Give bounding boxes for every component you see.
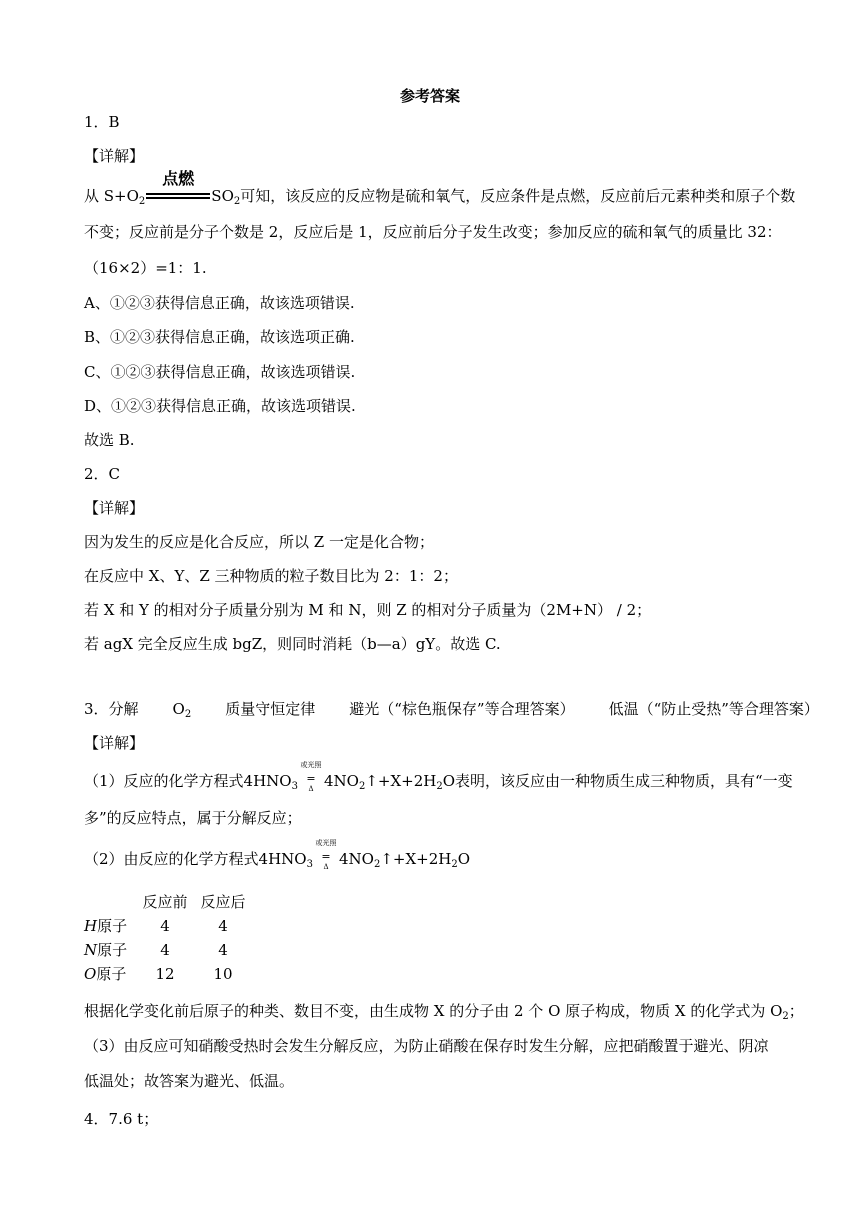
q1-answer: 1．B	[84, 113, 120, 131]
header-after: 反应后	[200, 893, 246, 911]
q2-line4: 若 agX 完全反应生成 bgZ，则同时消耗（b—a）gY。故选 C.	[84, 635, 501, 653]
page-title: 参考答案	[399, 87, 460, 105]
so2-subscript: 2	[233, 196, 241, 207]
q1-option-a: A、①②③获得信息正确，故该选项错误.	[84, 294, 355, 312]
q3-paragraph3-line1: （3）由反应可知硝酸受热时会发生分解反应，为防止硝酸在保存时发生分解，应把硝酸置于避光、阴凉	[84, 1037, 769, 1055]
q2-line1: 因为发生的反应是化合反应，所以 Z 一定是化合物；	[84, 533, 434, 551]
q2-answer: 2．C	[84, 465, 121, 483]
q3-answers	[84, 699, 819, 719]
q2-line2: 在反应中 X、Y、Z 三种物质的粒子数目比为 2：1：2；	[84, 567, 458, 585]
q4-answer: 4．7.6 t；	[84, 1110, 159, 1128]
q3-answer-1: 3．分解	[84, 700, 139, 718]
q3-paragraph1-line1: （1）反应的化学方程式$4HNO_3$ 或光照 = Δ $4NO_2↑+X+2H_2O$表明，该反应由一种物质生成三种物质，具有“一变	[84, 761, 793, 793]
q1-line3: （16×2）=1：1.	[84, 259, 207, 277]
q3-paragraph3-line2: 低温处；故答案为避光、低温。	[84, 1072, 295, 1090]
q2-line3: 若 X 和 Y 的相对分子质量分别为 M 和 N，则 Z 的相对分子质量为（2M+N） / 2；	[84, 601, 652, 619]
q1-line2: 不变；反应前是分子个数是 2，反应后是 1，反应前后分子发生改变；参加反应的硫和氧气的质量比 32：	[84, 223, 782, 241]
reaction-condition: 点燃	[162, 169, 195, 188]
q3-answer-2: $O_2$	[172, 700, 192, 720]
header-before: 反应前	[142, 893, 188, 911]
q3-p1-text: 表明，该反应由一种物质生成三种物质，具有“一变	[455, 772, 793, 790]
q1-option-d: D、①②③获得信息正确，故该选项错误.	[84, 397, 356, 415]
reaction-rhs: SO	[211, 187, 234, 205]
q2-detail-heading: 【详解】	[84, 499, 145, 517]
q3-p1-prefix: （1）反应的化学方程式4HNO	[84, 772, 292, 790]
q3-answer-5: 低温（“防止受热”等合理答案）	[608, 700, 819, 718]
q1-option-b: B、①②③获得信息正确，故该选项正确.	[84, 328, 355, 346]
q3-paragraph1-line2: 多”的反应特点，属于分解反应；	[84, 809, 302, 827]
q1-detail-heading: 【详解】	[84, 147, 145, 165]
reaction-lhs: 从 S+O	[84, 187, 139, 205]
reaction-arrow	[146, 169, 210, 206]
q3-answer-4: 避光（“棕色瓶保存”等合理答案）	[349, 700, 575, 718]
reaction-condition-sign-2: 或光照 = Δ	[315, 839, 337, 871]
q3-p2-prefix: （2）由反应的化学方程式4HNO	[84, 850, 307, 868]
q3-detail-heading: 【详解】	[84, 734, 145, 752]
q1-line1	[84, 169, 796, 207]
q1-option-c: C、①②③获得信息正确，故该选项错误.	[84, 363, 356, 381]
q3-conclusion: 根据化学变化前后原子的种类、数目不变，由生成物 X 的分子由 2 个 O 原子构成，物质 X 的化学式为 $O_2$；	[84, 1002, 804, 1022]
document-page: 参考答案 1．B 【详解】 从 $S+O_2$ 点燃 $SO_2$可知，该反应的反应物是硫和氧气，反应条件是点燃，反应前后元素种类和原子个数 不变；反应前是分子个数是 2，反应后是 1，反应前后分子发生改变；参加反应的硫和氧气的质量比 32： （16×2）=1：1. A、①②③获得信息正确，故该选项错误. B、①②③获得信息正确，故该选项正确. C、①②③获得信息正确，故该选项错误. D、①②③获得信息正确，故该选项错误. 故选 B. 2．C 【详解】 因为发生的反应是化合反应，所以 Z 一定是化合物； 在反应中 X、Y、Z 三种物质的粒子数目比为 2：1：2； 若 X 和 Y 的相对分子质量分别为 M 和 N，则 Z 的相对分子质量为（2M+N） / 2； 若 agX 完全反应生成 bgZ，则同时消耗（b—a）gY。故选 C. 3．分解 $O_2$ 质量守恒定律 避光（“棕色瓶保存”等合理答案） 低温（“防止受热”等合理答案） 【详解】 （1）反应的化学方程式$4HNO_3$ 或光照 = Δ $4NO_2↑+X+2H_2O$表明，该反应由一种物质生成三种物质，具有“一变 多”的反应特点，属于分解反应； （2）由反应的化学方程式$4HNO_3$ 或光照 = Δ $4NO_2↑+X+2H_2O$ 反应前 反应后 H原子 4 4 N原子 4 4 O原子 12 10 根据化学变化前后原子的种类、数目不变，由生成物 X 的分子由 2 个 O 原子构成，物质 X 的化学式为 $O_2$； （3）由反应可知硝酸受热时会发生分解反应，为防止硝酸在保存时发生分解，应把硝酸置于避光、阴凉 低温处；故答案为避光、低温。 4．7.6 t；	[0, 0, 860, 1216]
q3-paragraph2: （2）由反应的化学方程式$4HNO_3$ 或光照 = Δ $4NO_2↑+X+2H_2O$	[84, 839, 471, 871]
q1-line1-text: 可知，该反应的反应物是硫和氧气，反应条件是点燃，反应前后元素种类和原子个数	[240, 187, 796, 205]
reaction-condition-sign: 或光照 = Δ	[300, 761, 322, 793]
q1-conclusion: 故选 B.	[84, 431, 135, 449]
o2-subscript: 2	[138, 196, 146, 207]
q3-answer-3: 质量守恒定律	[225, 700, 316, 718]
